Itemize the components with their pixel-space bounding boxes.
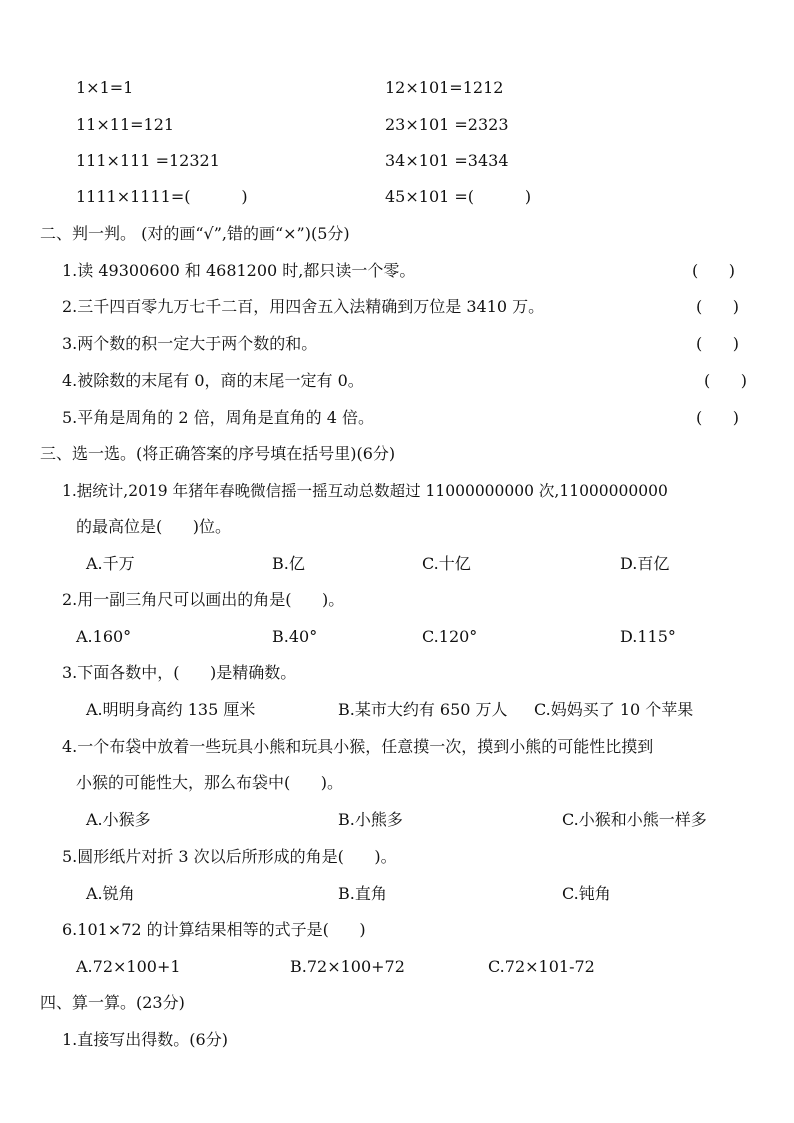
judge-blank-5[interactable]: ( ) xyxy=(696,408,739,427)
section4-heading: 四、算一算。(23分) xyxy=(40,993,185,1012)
q5-option-c[interactable]: C.钝角 xyxy=(562,884,611,903)
q3-option-b[interactable]: B.某市大约有 650 万人 xyxy=(338,700,508,719)
q5-option-b[interactable]: B.直角 xyxy=(338,884,387,903)
judge-item-2: 2.三千四百零九万七千二百，用四舍五入法精确到万位是 3410 万。 xyxy=(62,297,545,316)
q2-option-b[interactable]: B.40° xyxy=(272,627,318,646)
choice-q4-line1: 4.一个布袋中放着一些玩具小熊和玩具小猴，任意摸一次，摸到小熊的可能性比摸到 xyxy=(62,737,654,756)
pattern-left-1: 1×1=1 xyxy=(76,78,134,97)
section2-heading: 二、判一判。 (对的画“√”,错的画“×”)(5分) xyxy=(40,224,350,243)
pattern-right-4: 45×101 =( ) xyxy=(385,187,532,206)
pattern-right-3: 34×101 =3434 xyxy=(385,151,509,170)
q3-option-a[interactable]: A.明明身高约 135 厘米 xyxy=(86,700,256,719)
judge-blank-3[interactable]: ( ) xyxy=(696,334,739,353)
q6-option-b[interactable]: B.72×100+72 xyxy=(290,957,405,976)
q4-option-b[interactable]: B.小熊多 xyxy=(338,810,403,829)
choice-q1-line2: 的最高位是( )位。 xyxy=(76,517,232,536)
judge-blank-2[interactable]: ( ) xyxy=(696,297,739,316)
q1-option-a[interactable]: A.千万 xyxy=(86,554,135,573)
pattern-right-1: 12×101=1212 xyxy=(385,78,504,97)
pattern-left-4: 1111×1111=( ) xyxy=(76,187,248,206)
q4-option-a[interactable]: A.小猴多 xyxy=(86,810,151,829)
q2-option-a[interactable]: A.160° xyxy=(76,627,132,646)
judge-item-1: 1.读 49300600 和 4681200 时,都只读一个零。 xyxy=(62,261,416,280)
judge-item-5: 5.平角是周角的 2 倍，周角是直角的 4 倍。 xyxy=(62,408,374,427)
q3-option-c[interactable]: C.妈妈买了 10 个苹果 xyxy=(534,700,694,719)
q1-option-b[interactable]: B.亿 xyxy=(272,554,305,573)
pattern-left-2: 11×11=121 xyxy=(76,115,175,134)
q5-option-a[interactable]: A.锐角 xyxy=(86,884,135,903)
pattern-left-3: 111×111 =12321 xyxy=(76,151,220,170)
q2-option-c[interactable]: C.120° xyxy=(422,627,478,646)
section4-sub1: 1.直接写出得数。(6分) xyxy=(62,1030,228,1049)
pattern-right-2: 23×101 =2323 xyxy=(385,115,509,134)
choice-q2-line1: 2.用一副三角尺可以画出的角是( )。 xyxy=(62,590,345,609)
judge-blank-1[interactable]: ( ) xyxy=(692,261,735,280)
choice-q4-line2: 小猴的可能性大，那么布袋中( )。 xyxy=(76,773,344,792)
q6-option-a[interactable]: A.72×100+1 xyxy=(76,957,181,976)
judge-item-4: 4.被除数的末尾有 0，商的末尾一定有 0。 xyxy=(62,371,364,390)
choice-q6-line1: 6.101×72 的计算结果相等的式子是( ) xyxy=(62,920,366,939)
q2-option-d[interactable]: D.115° xyxy=(620,627,676,646)
q1-option-d[interactable]: D.百亿 xyxy=(620,554,670,573)
choice-q3-line1: 3.下面各数中，( )是精确数。 xyxy=(62,663,297,682)
q4-option-c[interactable]: C.小猴和小熊一样多 xyxy=(562,810,707,829)
choice-q1-line1: 1.据统计,2019 年猪年春晚微信摇一摇互动总数超过 11000000000 次,11000000000 xyxy=(62,482,668,500)
judge-item-3: 3.两个数的积一定大于两个数的和。 xyxy=(62,334,318,353)
q6-option-c[interactable]: C.72×101-72 xyxy=(488,957,595,976)
section3-heading: 三、选一选。(将正确答案的序号填在括号里)(6分) xyxy=(40,444,396,463)
judge-blank-4[interactable]: ( ) xyxy=(704,371,747,390)
choice-q5-line1: 5.圆形纸片对折 3 次以后所形成的角是( )。 xyxy=(62,847,397,866)
q1-option-c[interactable]: C.十亿 xyxy=(422,554,471,573)
